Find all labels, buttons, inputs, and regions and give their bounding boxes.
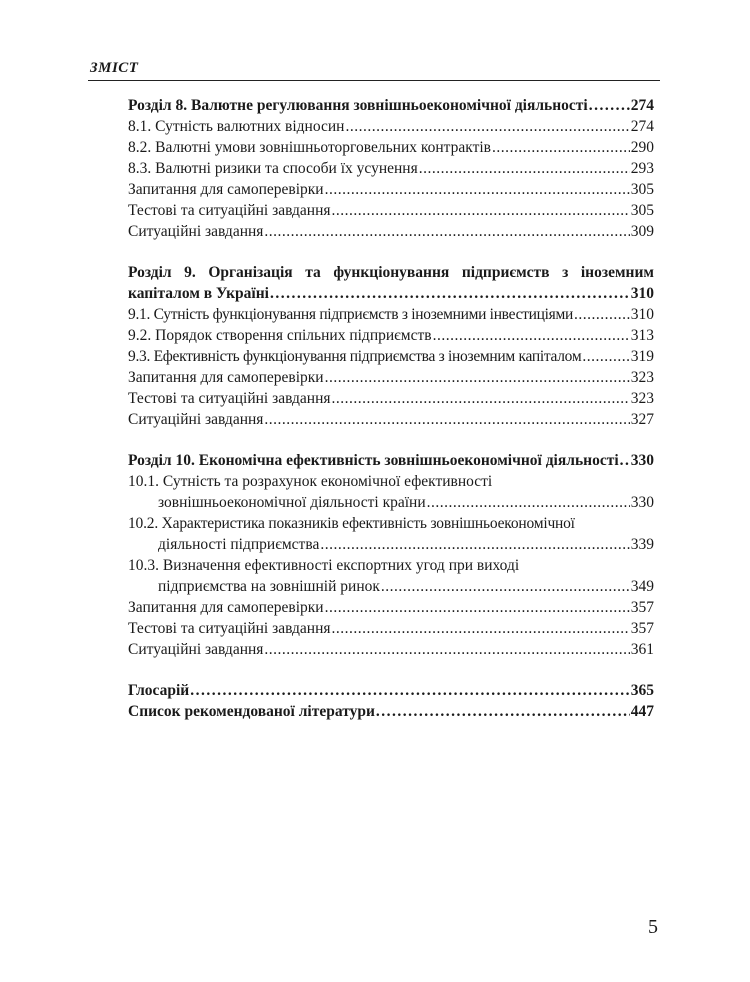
toc-page-number: 274: [630, 118, 654, 135]
toc-item[interactable]: [128, 116, 654, 137]
toc-page-number: 447: [630, 703, 654, 720]
toc-page-number: 330: [630, 452, 654, 469]
toc-item-text-line2: підприємства на зовнішній ринок: [158, 578, 380, 595]
toc-section-10-heading[interactable]: [128, 450, 654, 471]
toc-heading-text: Розділ 10. Економічна ефективність зовнішньоекономічної діяльності: [128, 452, 619, 469]
toc-item-text: Ситуаційні завдання: [128, 641, 264, 658]
toc-page-number: 361: [630, 641, 654, 658]
heading-word: та: [305, 264, 321, 281]
toc-item-text: 8.3. Валютні ризики та способи їх усунення: [128, 160, 418, 177]
toc-item-text: Тестові та ситуаційні завдання: [128, 390, 331, 407]
toc-item-text: Тестові та ситуаційні завдання: [128, 620, 331, 637]
section-spacer: [128, 430, 654, 450]
toc-leader-dots: [433, 325, 630, 346]
heading-word: функціонування: [333, 264, 450, 281]
toc-page-number: 339: [630, 536, 654, 553]
page-header: [88, 58, 660, 81]
toc-item[interactable]: [128, 597, 654, 618]
toc-leader-dots: [325, 179, 630, 200]
toc-page-number: 310: [630, 285, 654, 302]
toc-page-number: 365: [630, 682, 654, 699]
toc-heading-text: капіталом в Україні: [128, 285, 269, 302]
toc-page-number: 274: [630, 97, 654, 114]
toc-page-number: 305: [630, 202, 654, 219]
toc-page-number: 323: [630, 369, 654, 386]
toc-section-8-heading[interactable]: [128, 95, 654, 116]
toc-leader-dots: [190, 680, 630, 701]
toc-leader-dots: [332, 618, 630, 639]
toc-item[interactable]: [128, 513, 654, 555]
toc-page-number: 349: [630, 578, 654, 595]
toc-leader-dots: [376, 701, 630, 722]
toc-glossary[interactable]: [128, 680, 654, 701]
table-of-contents: [128, 95, 654, 722]
toc-references[interactable]: [128, 701, 654, 722]
toc-item[interactable]: [128, 618, 654, 639]
toc-item-text: 9.3. Ефективність функціонування підприємства з іноземним капіталом: [128, 348, 582, 365]
toc-page-number: 323: [630, 390, 654, 407]
toc-page-number: 313: [630, 327, 654, 344]
toc-item-text: 8.2. Валютні умови зовнішньоторговельних контрактів: [128, 139, 492, 156]
toc-page-number: 357: [630, 599, 654, 616]
toc-item[interactable]: [128, 179, 654, 200]
toc-leader-dots: [264, 221, 629, 242]
toc-page-number: 330: [630, 494, 654, 511]
heading-word: підприємств: [461, 264, 550, 281]
toc-item-text: Запитання для самоперевірки: [128, 599, 324, 616]
toc-item-text: Ситуаційні завдання: [128, 411, 264, 428]
heading-word: Розділ: [128, 264, 172, 281]
heading-word: з: [562, 264, 569, 281]
heading-word: Організація: [208, 264, 293, 281]
toc-section-9-heading-line1[interactable]: [128, 262, 654, 283]
toc-heading-text: Глосарій: [128, 682, 190, 699]
toc-item[interactable]: [128, 304, 654, 325]
toc-item-text-line2: діяльності підприємства: [158, 536, 320, 553]
toc-item-text: 9.1. Сутність функціонування підприємств з іноземними інвестиціями: [128, 306, 573, 323]
toc-leader-dots: [332, 200, 630, 221]
toc-leader-dots: [582, 346, 629, 367]
toc-page-number: 327: [630, 411, 654, 428]
toc-item-text: Ситуаційні завдання: [128, 223, 264, 240]
heading-word: 9.: [184, 264, 196, 281]
toc-item-text-line1: 10.2. Характеристика показників ефективність зовнішньоекономічної: [128, 515, 575, 532]
toc-page-number: 293: [630, 160, 654, 177]
toc-leader-dots: [589, 95, 630, 116]
toc-leader-dots: [270, 283, 630, 304]
toc-item[interactable]: [128, 200, 654, 221]
heading-word: іноземним: [580, 264, 654, 281]
toc-item[interactable]: [128, 137, 654, 158]
page-number: 5: [648, 916, 658, 938]
toc-leader-dots: [574, 304, 630, 325]
toc-leader-dots: [264, 639, 629, 660]
toc-page-number: 357: [630, 620, 654, 637]
toc-leader-dots: [492, 137, 630, 158]
toc-item-text: Тестові та ситуаційні завдання: [128, 202, 331, 219]
toc-leader-dots: [325, 597, 630, 618]
toc-item[interactable]: [128, 325, 654, 346]
toc-leader-dots: [332, 388, 630, 409]
toc-item[interactable]: [128, 367, 654, 388]
toc-page-number: 310: [630, 306, 654, 323]
toc-item-text: 8.1. Сутність валютних відносин: [128, 118, 345, 135]
toc-item-text-line2: зовнішньоекономічної діяльності країни: [158, 494, 426, 511]
toc-item[interactable]: [128, 346, 654, 367]
toc-page-number: 305: [630, 181, 654, 198]
toc-leader-dots: [427, 492, 630, 513]
toc-leader-dots: [264, 409, 629, 430]
header-title: ЗМІСТ: [90, 60, 139, 76]
toc-item[interactable]: [128, 555, 654, 597]
section-spacer: [128, 660, 654, 680]
toc-heading-text: Розділ 8. Валютне регулювання зовнішньоекономічної діяльності: [128, 97, 588, 114]
toc-item-text-line1: 10.3. Визначення ефективності експортних угод при виході: [128, 557, 520, 574]
toc-item[interactable]: [128, 409, 654, 430]
toc-page-number: 290: [630, 139, 654, 156]
toc-item-text: Запитання для самоперевірки: [128, 181, 324, 198]
toc-heading-text: Список рекомендованої літератури: [128, 703, 375, 720]
toc-leader-dots: [345, 116, 629, 137]
toc-item[interactable]: [128, 158, 654, 179]
toc-item-text-line1: 10.1. Сутність та розрахунок економічної ефективності: [128, 473, 493, 490]
toc-leader-dots: [320, 534, 629, 555]
toc-item[interactable]: [128, 221, 654, 242]
toc-item-text: Запитання для самоперевірки: [128, 369, 324, 386]
toc-item[interactable]: [128, 639, 654, 660]
toc-item[interactable]: [128, 471, 654, 513]
toc-item-text: 9.2. Порядок створення спільних підприємств: [128, 327, 432, 344]
toc-leader-dots: [325, 367, 630, 388]
toc-item[interactable]: [128, 388, 654, 409]
toc-page-number: 309: [630, 223, 654, 240]
toc-leader-dots: [620, 450, 630, 471]
toc-leader-dots: [381, 576, 630, 597]
toc-leader-dots: [419, 158, 630, 179]
toc-section-9-heading-line2[interactable]: [128, 283, 654, 304]
section-spacer: [128, 242, 654, 262]
toc-page-number: 319: [630, 348, 654, 365]
